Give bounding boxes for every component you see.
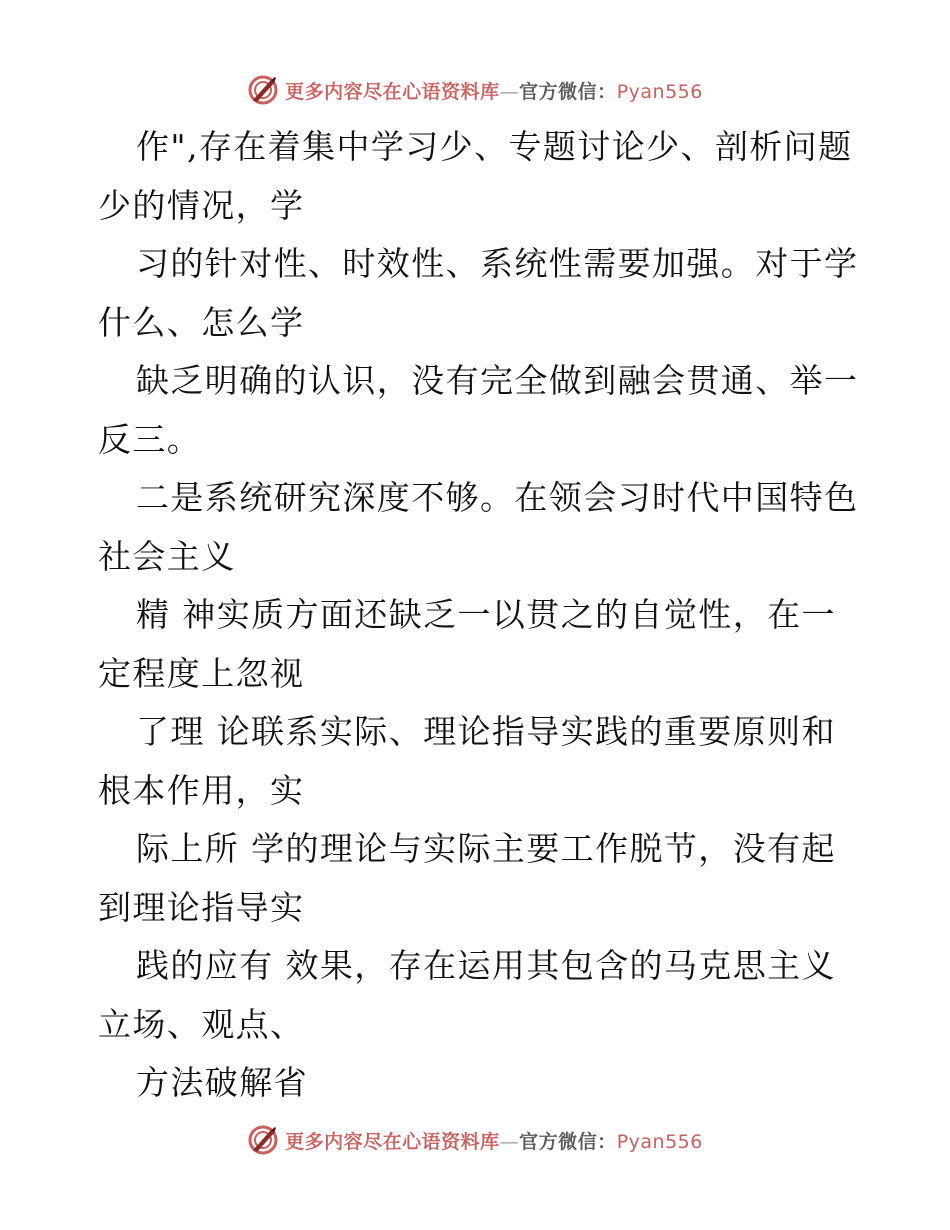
text-line: 了理 论联系实际、理论指导实践的重要原则和: [136, 712, 836, 751]
text-line: 少的情况，学: [98, 185, 305, 225]
text-line: 定程度上忽视: [98, 653, 305, 693]
text-line: 精 神实质方面还缺乏一以贯之的自觉性，在一: [136, 595, 836, 634]
banner-brand-text: 更多内容尽在心语资料库: [285, 80, 500, 103]
banner-account: Pyan556: [616, 80, 703, 103]
text-line: 习的针对性、时效性、系统性需要加强。对于学: [136, 244, 859, 283]
text-line: 方法破解省: [136, 1063, 308, 1102]
text-line: 根本作用，实: [98, 770, 305, 810]
brush-seal-logo-icon: [247, 74, 279, 106]
banner-text: [285, 77, 703, 104]
banner-account: Pyan556: [616, 1130, 703, 1153]
text-line: 立场、观点、: [98, 1004, 305, 1044]
banner-dash: —: [499, 1130, 520, 1153]
text-line: 反三。: [98, 419, 202, 459]
footer-banner: [0, 1120, 950, 1160]
text-line: 到理论指导实: [98, 887, 305, 927]
text-line: 缺乏明确的认识，没有完全做到融会贯通、举一: [136, 361, 859, 400]
text-line: 二是系统研究深度不够。在领会习时代中国特色: [136, 478, 859, 517]
banner-dash: —: [499, 80, 520, 103]
text-line: 践的应有 效果，存在运用其包含的马克思主义: [136, 946, 836, 985]
document-body: [98, 118, 898, 1113]
banner-brand-text: 更多内容尽在心语资料库: [285, 1130, 500, 1153]
text-line: 作",存在着集中学习少、专题讨论少、剖析问题: [136, 127, 853, 166]
banner-wechat-label: 官方微信：: [519, 1130, 617, 1153]
brush-seal-logo-icon: [247, 1124, 279, 1156]
header-banner: [0, 70, 950, 110]
text-line: 社会主义: [98, 536, 236, 576]
banner-wechat-label: 官方微信：: [519, 80, 617, 103]
text-line: 什么、怎么学: [98, 302, 305, 342]
banner-text: [285, 1127, 703, 1154]
text-line: 际上所 学的理论与实际主要工作脱节，没有起: [136, 829, 836, 868]
